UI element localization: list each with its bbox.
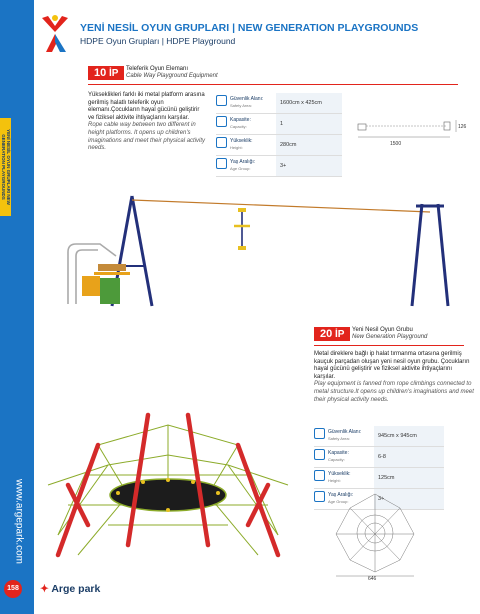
age-group-icon [314, 491, 325, 502]
product-code-badge: 10 İP [88, 66, 124, 80]
capacity-icon [216, 116, 227, 127]
spec-table [216, 93, 342, 177]
safety-area-icon [314, 428, 325, 439]
spec-row: Yaş Aralığı: Age Group: 3+ [216, 156, 342, 177]
product-name-tr: Yeni Nesil Oyun Grubu [352, 327, 413, 333]
spec-row: Kapasite: Capacity: 6-8 [314, 447, 444, 468]
brand-wordmark: ✦ Arge park [40, 583, 101, 595]
product-name-en: Cable Way Playground Equipment [126, 73, 218, 79]
brand-logo-icon [40, 12, 70, 54]
height-icon [216, 137, 227, 148]
capacity-icon [314, 449, 325, 460]
drawing-width-dim: 646 [368, 576, 377, 580]
page-title: YENİ NESİL OYUN GRUPLARI | NEW GENERATION PLAYGROUNDS [80, 22, 419, 34]
net-playground-technical-drawing [330, 488, 420, 580]
drawing-width-dim: 1500 [390, 141, 402, 147]
page-subtitle: HDPE Oyun Grupları | HDPE Playground [80, 36, 236, 46]
age-group-icon [216, 158, 227, 169]
website-url: www.argepark.com [13, 478, 25, 565]
cableway-product-image [60, 186, 450, 316]
height-icon [314, 470, 325, 481]
spec-row: Güvenlik Alanı: Safety Area: 945cm x 945cm [314, 426, 444, 447]
divider [88, 84, 458, 85]
cableway-technical-drawing [346, 112, 468, 178]
spec-row: Yükseklik: Height: 280cm [216, 135, 342, 156]
spec-row: Yükseklik: Height: 125cm [314, 468, 444, 489]
product-description: Yükseklikleri farklı iki metal platform arasına gerilmiş halatlı teleferik oyun elemanı.Çocukların hayal gücünü geliştirir ve fiziksel aktivite ihtiyaçlarını karşılar. Rope cable way between two different in height platforms. It opens up children's imaginations and meet their physical activity needs. [88, 92, 206, 152]
product-code-badge: 20 İP [314, 327, 350, 341]
net-playground-product-image [38, 385, 298, 565]
spec-row: Güvenlik Alanı: Safety Area: 1600cm x 425cm [216, 93, 342, 114]
spec-row: Yaş Aralığı: Age Group: 3+ [314, 489, 444, 510]
product-name-tr: Teleferik Oyun Elemanı [126, 66, 189, 72]
product-name-en: New Generation Playground [352, 334, 428, 340]
safety-area-icon [216, 95, 227, 106]
drawing-height-dim: 126 [458, 124, 467, 130]
page-number: 158 [4, 580, 22, 598]
divider [314, 345, 464, 346]
brand-logo-icon: ✦ [40, 583, 49, 595]
sidebar-category-text: YENİ NESİL OYUN GRUPLARI NEW GENERATION PLAYGROUNDS [1, 129, 11, 205]
spec-row: Kapasite: Capacity: 1 [216, 114, 342, 135]
product-description: Metal direklere bağlı ip halat tırmanma ortasına gerilmiş kauçuk parçadan oluşan yeni nesil oyun grubu. Çocukların hayal gücünü geliştirir ve fiziksel aktivite ihtiyaçlarını karşılar. Play equipment is fanned from rope climbings connected to metal structure.It opens up children's imaginations and meet their physical activity needs. [314, 351, 474, 403]
